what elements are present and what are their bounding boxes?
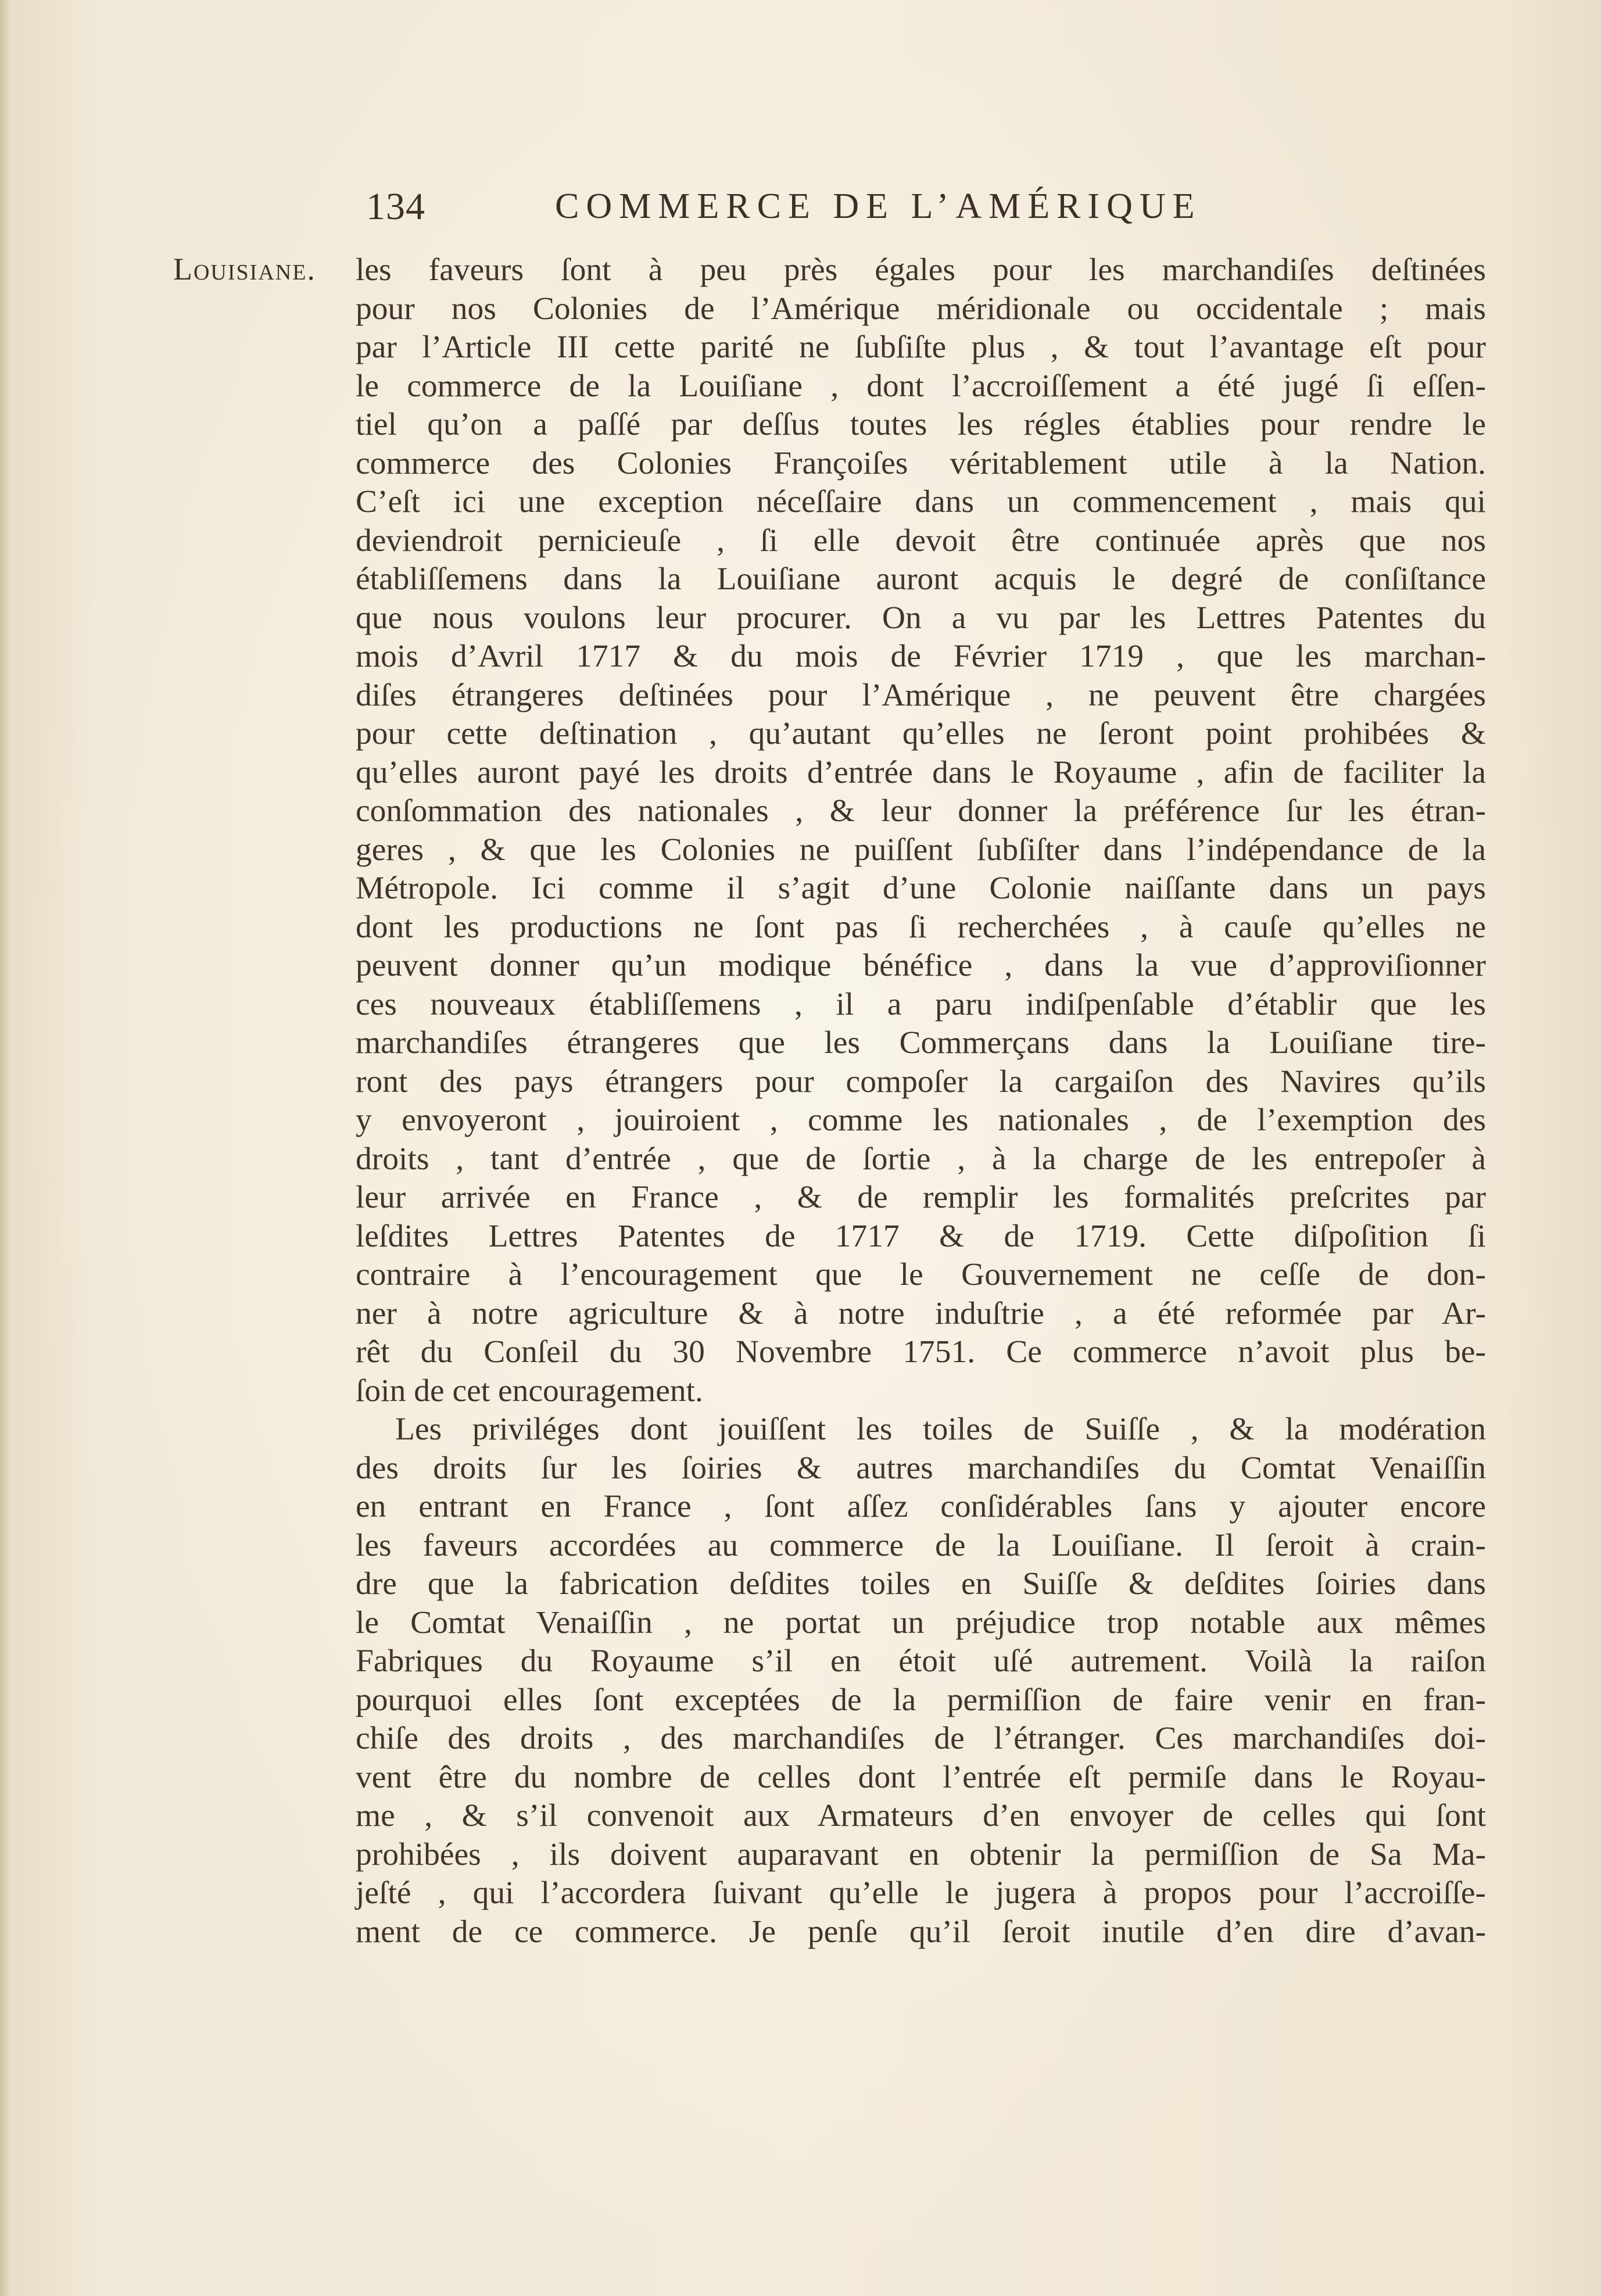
text-line: Les priviléges dont jouiſſent les toiles de Suiſſe , & la modération [395,1412,1486,1447]
text-line: commerce des Colonies Françoiſes véritablement utile à la Nation. [356,445,1486,481]
page-number: 134 [366,185,425,228]
text-line: tiel qu’on a paſſé par deſſus toutes les régles établies pour rendre le [356,407,1486,442]
running-head: COMMERCE DE L’AMÉRIQUE [555,187,1202,226]
text-line: me , & s’il convenoit aux Armateurs d’en envoyer de celles qui ſont [356,1798,1486,1833]
margin-note: Louisiane. [173,252,316,286]
text-line: les faveurs ſont à peu près égales pour les marchandiſes deſtinées [356,252,1486,288]
text-line: jeſté , qui l’accordera ſuivant qu’elle le jugera à propos pour l’accroiſſe- [356,1875,1486,1911]
text-line: y envoyeront , jouiroient , comme les nationales , de l’exemption des [356,1102,1486,1138]
text-line: geres , & que les Colonies ne puiſſent ſubſiſter dans l’indépendance de la [356,832,1486,868]
text-line: leur arrivée en France , & de remplir les formalités preſcrites par [356,1180,1486,1215]
text-line: des droits ſur les ſoiries & autres marchandiſes du Comtat Venaiſſin [356,1450,1486,1486]
text-line: marchandiſes étrangeres que les Commerçans dans la Louiſiane tire- [356,1025,1486,1061]
page-header [0,185,1601,237]
text-line: peuvent donner qu’un modique bénéfice , dans la vue d’approviſionner [356,948,1486,983]
text-line: dont les productions ne ſont pas ſi recherchées , à cauſe qu’elles ne [356,909,1486,945]
text-line: C’eſt ici une exception néceſſaire dans un commencement , mais qui [356,484,1486,520]
text-line: qu’elles auront payé les droits d’entrée dans le Royaume , afin de faciliter la [356,754,1486,790]
text-line: les faveurs accordées au commerce de la Louiſiane. Il ſeroit à crain- [356,1527,1486,1563]
text-line: prohibées , ils doivent auparavant en obtenir la permiſſion de Sa Ma- [356,1836,1486,1872]
text-line: deviendroit pernicieuſe , ſi elle devoit être continuée après que nos [356,522,1486,558]
text-line: en entrant en France , ſont aſſez conſidérables ſans y ajouter encore [356,1489,1486,1524]
text-line: mois d’Avril 1717 & du mois de Février 1719 , que les marchan- [356,639,1486,674]
text-line: ſoin de cet encouragement. [356,1373,703,1409]
text-line: diſes étrangeres deſtinées pour l’Amérique , ne peuvent être chargées [356,677,1486,713]
text-line: conſommation des nationales , & leur donner la préférence ſur les étran- [356,793,1486,829]
text-line: le Comtat Venaiſſin , ne portat un préjudice trop notable aux mêmes [356,1604,1486,1640]
page-gutter-shadow [0,0,10,2296]
text-line: droits , tant d’entrée , que de ſortie , à la charge de les entrepoſer à [356,1141,1486,1177]
text-line: ner à notre agriculture & à notre induſtrie , a été reformée par Ar- [356,1295,1486,1331]
text-line: contraire à l’encouragement que le Gouvernement ne ceſſe de don- [356,1257,1486,1292]
paragraph-2 [356,1410,1486,1951]
text-line: rêt du Conſeil du 30 Novembre 1751. Ce commerce n’avoit plus be- [356,1334,1486,1370]
body-text [356,251,1486,1951]
text-line: pourquoi elles ſont exceptées de la permiſſion de faire venir en fran- [356,1682,1486,1718]
text-line: ces nouveaux établiſſemens , il a paru indiſpenſable d’établir que les [356,986,1486,1022]
text-line: Fabriques du Royaume s’il en étoit uſé autrement. Voilà la raiſon [356,1643,1486,1679]
text-line: dre que la fabrication deſdites toiles en Suiſſe & deſdites ſoiries dans [356,1566,1486,1602]
text-line: Métropole. Ici comme il s’agit d’une Colonie naiſſante dans un pays [356,871,1486,906]
text-line: pour nos Colonies de l’Amérique méridionale ou occidentale ; mais [356,291,1486,327]
text-line: ment de ce commerce. Je penſe qu’il ſeroit inutile d’en dire d’avan- [356,1914,1486,1950]
text-line: vent être du nombre de celles dont l’entrée eſt permiſe dans le Royau- [356,1759,1486,1795]
text-line: ront des pays étrangers pour compoſer la cargaiſon des Navires qu’ils [356,1063,1486,1099]
text-line: établiſſemens dans la Louiſiane auront acquis le degré de conſiſtance [356,561,1486,597]
text-line: chiſe des droits , des marchandiſes de l’étranger. Ces marchandiſes doi- [356,1721,1486,1756]
paragraph-1 [356,251,1486,1410]
text-line: par l’Article III cette parité ne ſubſiſte plus , & tout l’avantage eſt pour [356,329,1486,365]
text-line: que nous voulons leur procurer. On a vu par les Lettres Patentes du [356,600,1486,636]
text-line: le commerce de la Louiſiane , dont l’accroiſſement a été jugé ſi eſſen- [356,368,1486,404]
text-line: leſdites Lettres Patentes de 1717 & de 1719. Cette diſpoſition ſi [356,1218,1486,1254]
text-line: pour cette deſtination , qu’autant qu’elles ne ſeront point prohibées & [356,716,1486,751]
